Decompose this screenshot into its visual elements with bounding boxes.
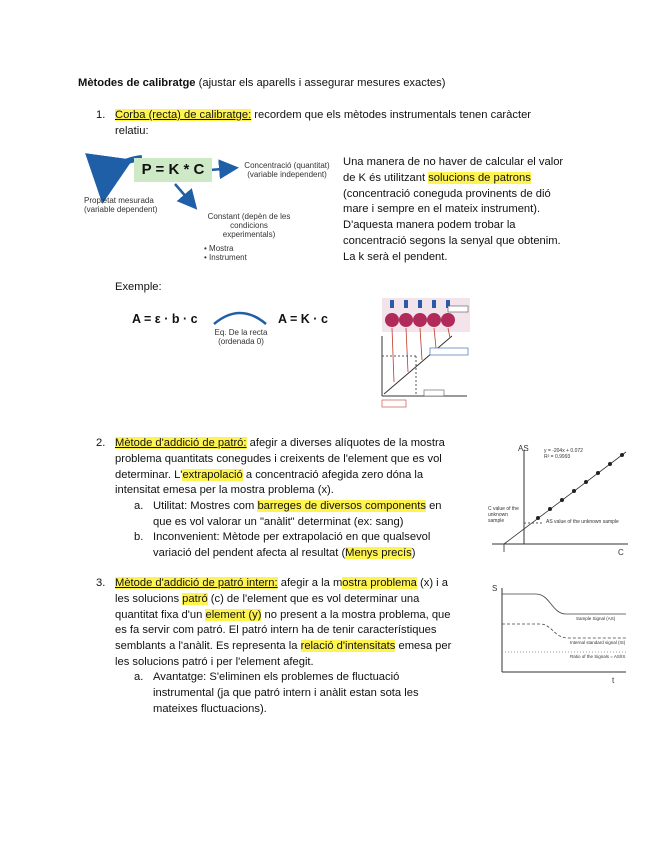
s3-pattern: patró: [182, 592, 208, 605]
equation-text: P = K * C: [141, 161, 205, 178]
s2-mixtures: barreges de diversos components: [257, 500, 426, 512]
s3-body: [115, 576, 475, 671]
example-equation: [128, 308, 338, 348]
std-add-unknown-as: AS value of the unknown sample: [546, 519, 619, 525]
calibration-equation-diagram: [82, 150, 336, 268]
s3-line1d: (x) i a: [416, 577, 448, 589]
side-line2a: de K és utilitzant: [343, 171, 429, 184]
int-std-legend-2: Internal standard signal (IS): [570, 640, 626, 645]
int-std-x-label: t: [612, 676, 615, 685]
s3-intensity-ratio: relació d'intensitats: [300, 640, 396, 653]
label-const-line2: condicions: [230, 221, 268, 230]
std-add-unknown-c: C value of the unknown sample: [488, 506, 519, 524]
s2-item-b: [153, 530, 473, 562]
label-bullet-2: • Instrument: [204, 253, 247, 262]
s1-title: Corba (recta) de calibratge:: [115, 109, 252, 121]
s2-line3: [115, 468, 475, 484]
s3-line5: [115, 639, 475, 655]
s2-less-precise: Menys precís: [345, 546, 412, 559]
s3-line5c: emesa per: [395, 640, 452, 653]
label-prop-line2: (variable dependent): [84, 205, 158, 214]
side-line4: mare i sempre en el mateix instrument).: [343, 203, 541, 216]
label-const-line3: experimentals): [222, 230, 276, 239]
label-bullet-1-text: Mostra: [209, 244, 234, 253]
heading-bold: Mètodes de calibratge: [78, 77, 196, 89]
s2-a-line2: que es vol valorar un "anàlit" determinat (ex: sang): [153, 515, 404, 528]
side-line7: La k serà el pendent.: [343, 250, 448, 263]
std-add-equation: y = -204x + 0.072: [544, 448, 583, 454]
calibration-flasks-figure: [372, 296, 472, 408]
std-add-x-label: C: [618, 548, 624, 557]
s1-intro-line2: relatiu:: [115, 125, 149, 137]
s2-line4: intensitat emesa per la mostra problema (x).: [115, 484, 334, 497]
s3-line4: es fa servir com patró. El patró intern ha de tenir característiques: [115, 624, 437, 637]
s3-line2c: (c) de l'element que es vol determinar una: [207, 592, 420, 605]
heading-rest: (ajustar els aparells i assegurar mesures exactes): [195, 77, 446, 89]
eq-beer-lambert: A = ε · b · c: [132, 312, 198, 326]
s2-line1: [115, 436, 475, 452]
s2-line2: problema quantitats conegudes i creixents de l'element que es vol: [115, 452, 442, 465]
s1-intro: [115, 108, 575, 124]
label-bullet-2-text: Instrument: [209, 253, 247, 262]
s3-title: Mètode d'addició de patró intern:: [115, 577, 278, 589]
std-add-y-label: AS: [518, 444, 529, 453]
s2-line3a: determinar. L': [115, 468, 183, 481]
label-bullet-1: • Mostra: [204, 244, 234, 253]
side-line2-highlight: solucions de patrons: [428, 171, 531, 184]
s3-line3c: no present a la mostra problema, que: [261, 608, 451, 621]
eq-arc: [210, 308, 270, 326]
s2-item-a: [153, 499, 473, 531]
label-conc-line1: Concentració (quantitat): [244, 161, 330, 170]
label-prop-line1: Propietat mesurada: [84, 196, 154, 205]
s3-line2a: les solucions: [115, 592, 183, 605]
s3-a-line3: mateixes fluctuacions).: [153, 702, 267, 715]
s3-line2: [115, 592, 475, 608]
side-line3: (concentració coneguda provinents de dió: [343, 187, 551, 200]
s3-a-line1: Avantatge: S'eliminen els problemes de fluctuació: [153, 671, 400, 683]
eq-line-label-1: Eq. De la recta: [214, 328, 268, 337]
s2-b-label: b.: [134, 531, 144, 543]
label-bullets: [204, 244, 247, 262]
label-conc-line2: (variable independent): [247, 170, 327, 179]
int-std-svg: [490, 584, 630, 688]
internal-standard-graph: [490, 584, 630, 688]
s3-line3a: quantitat fixa d'un: [115, 608, 206, 621]
s2-title: Mètode d'addició de patró:: [115, 437, 247, 449]
s2-b2c: ): [411, 546, 416, 559]
s2-a1: Utilitat: Mostres com: [153, 500, 258, 512]
s3-line1: [115, 576, 475, 592]
int-std-y-label: S: [492, 584, 498, 593]
s2-a3: en: [425, 500, 442, 512]
s3-item-a: [153, 670, 473, 717]
s1-number: 1.: [96, 109, 106, 121]
std-add-r2: R² = 0.9993: [544, 454, 571, 460]
s1-side-paragraph: [343, 155, 593, 266]
label-const-line1: Constant (depèn de les: [207, 212, 291, 221]
s2-body: [115, 436, 475, 499]
s2-line3c: a concentració afegida zero dóna la: [242, 468, 424, 481]
eq-line-label-2: (ordenada 0): [218, 337, 264, 346]
int-std-legend-1: Sample Signal (AS): [576, 616, 616, 621]
standard-addition-graph: [488, 444, 630, 558]
equation-box: [134, 158, 212, 182]
std-add-svg: [488, 444, 630, 558]
s2-a-line1: [153, 499, 473, 515]
s2-a-label: a.: [134, 500, 144, 512]
label-constant: [206, 212, 292, 239]
s3-number: 3.: [96, 577, 106, 589]
s3-line1b: afegir a la m: [277, 577, 343, 589]
s3-line5a: semblants a l'anàlit. Es representa la: [115, 640, 301, 653]
s3-a-line2: instrumental (ja que patró intern i anàlit estan sota les: [153, 686, 419, 699]
eq-line-label: [200, 328, 282, 346]
eq-linear: A = K · c: [278, 312, 328, 326]
s3-sample: ostra problema: [342, 577, 417, 589]
s3-element-y: element (y): [205, 608, 262, 621]
s2-extrapolation: extrapolació: [182, 468, 243, 481]
s2-number: 2.: [96, 437, 106, 449]
s3-a-label: a.: [134, 671, 144, 683]
s2-b-line1: Inconvenient: Mètode per extrapolació en que qualsevol: [153, 531, 431, 543]
s1-intro-line1: recordem que els mètodes instrumentals tenen caràcter: [251, 109, 532, 121]
example-label: Exemple:: [115, 281, 162, 293]
side-line5: D'aquesta manera podem trobar la: [343, 219, 516, 232]
side-line2: [343, 171, 593, 187]
s3-line6: les solucions patró i per l'element afegit.: [115, 655, 314, 668]
side-line6: concentració segons la senyal que obtenim.: [343, 234, 561, 247]
s3-line3: [115, 608, 475, 624]
side-line1: Una manera de no haver de calcular el valor: [343, 156, 564, 168]
flasks-graph: [372, 296, 472, 408]
label-concentration: [240, 161, 334, 179]
s2-line1-text: afegir a diverses alíquotes de la mostra: [246, 437, 445, 449]
label-property: [84, 196, 157, 214]
s2-b2a: variació del pendent afecta al resultat (: [153, 546, 346, 559]
s2-b-line2: [153, 546, 473, 562]
int-std-legend-3: Ratio of the Signals = AS/IS: [570, 654, 626, 659]
page-heading: [78, 76, 445, 92]
